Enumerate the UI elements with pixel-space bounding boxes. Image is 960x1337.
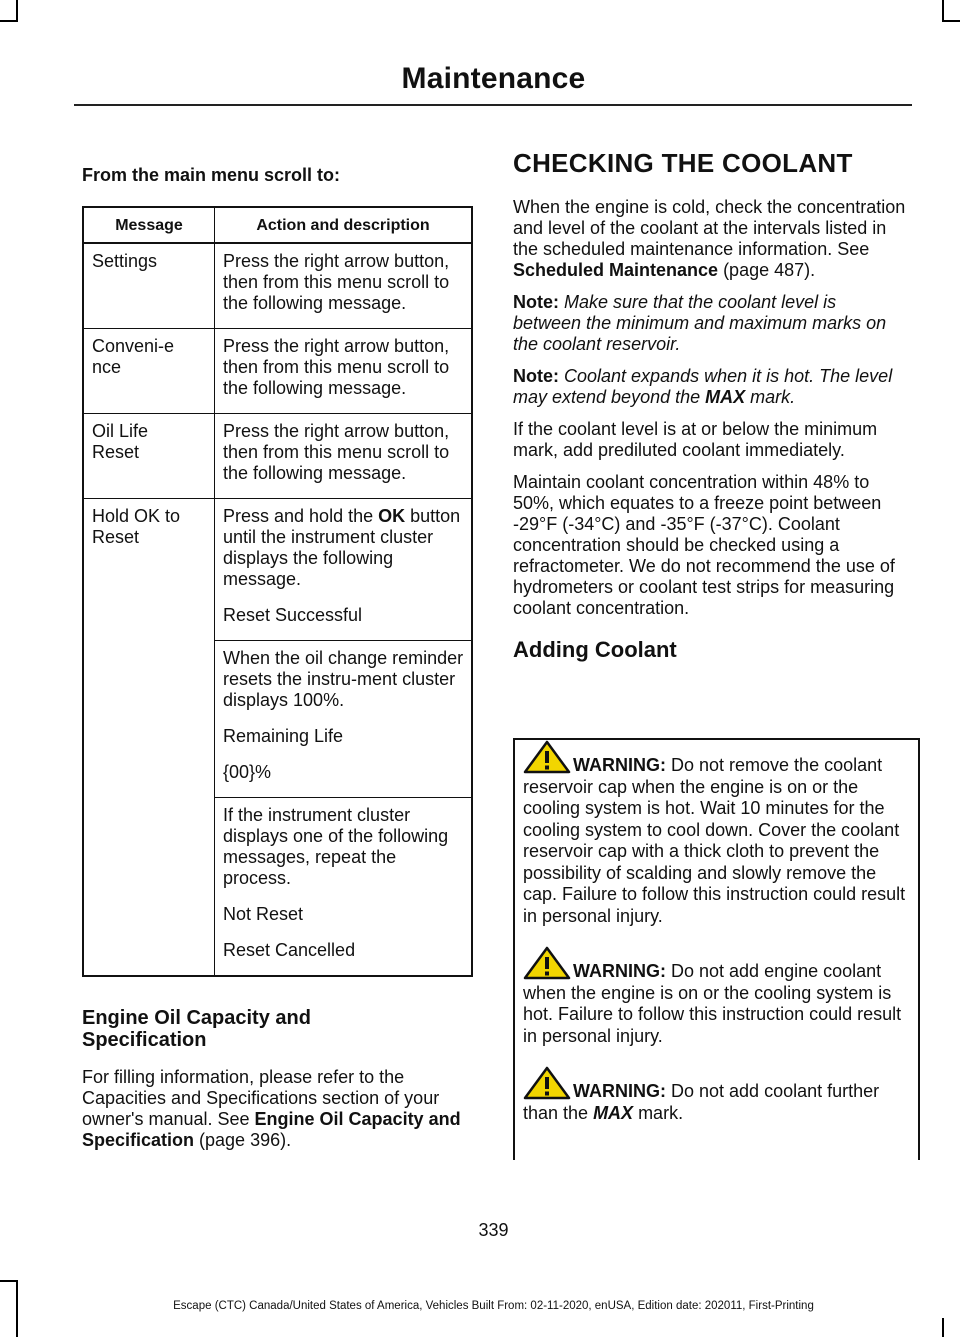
message-table bbox=[82, 206, 473, 977]
concentration-text: Maintain coolant concentration within 48% to 50%, which equates to a freeze point between -29°F (-34°C) and -35°F (-37°C). Coolant concentration should be checked using a refractometer. We do not recommend the use of hydrometers or coolant test strips for measuring coolant concentration. bbox=[513, 472, 895, 618]
column-header-action: Action and description bbox=[215, 207, 473, 243]
action-text: Press and hold the OK button until the instrument cluster displays the following message. bbox=[223, 506, 461, 589]
action-text: Press the right arrow button, then from this menu scroll to the following message. bbox=[223, 421, 450, 483]
left-column bbox=[82, 165, 474, 1151]
action-cell bbox=[215, 414, 473, 499]
message-text: Conveni-ence bbox=[92, 336, 175, 377]
header-rule bbox=[74, 104, 912, 106]
message-cell bbox=[83, 329, 215, 414]
page-number: 339 bbox=[478, 1220, 509, 1240]
message-cell bbox=[83, 499, 215, 977]
cluster-message: Remaining Life bbox=[223, 726, 344, 746]
footer-text: Escape (CTC) Canada/United States of America, Vehicles Built From: 02-11-2020, enUSA, Edition date: 202011, First-Printing bbox=[173, 1300, 814, 1312]
section-heading: CHECKING THE COOLANT bbox=[513, 148, 853, 178]
page-title: Maintenance bbox=[401, 62, 586, 95]
action-cell bbox=[215, 499, 473, 641]
crop-mark bbox=[942, 20, 960, 22]
warning-triangle-icon bbox=[523, 740, 571, 774]
coolant-intro: When the engine is cold, check the concentration and level of the coolant at the intervals listed in the scheduled maintenance information. See Scheduled Maintenance (page 487). bbox=[513, 197, 906, 280]
crop-mark bbox=[0, 1280, 18, 1282]
warning-box bbox=[513, 738, 920, 1160]
message-text: Hold OK to Reset bbox=[92, 506, 181, 547]
message-text: Oil Life Reset bbox=[92, 421, 149, 462]
warning-engine-on: WARNING: Do not add engine coolant when the engine is on or the cooling system is hot. Failure to follow this instruction could result in personal injury. bbox=[523, 946, 910, 1047]
table-row bbox=[83, 243, 472, 329]
message-cell: Settings bbox=[83, 243, 215, 329]
note-level: Note: Make sure that the coolant level is between the minimum and maximum marks on the coolant reservoir. bbox=[513, 292, 887, 354]
scheduled-maintenance-link[interactable]: Scheduled Maintenance bbox=[513, 260, 719, 280]
column-header-message: Message bbox=[83, 207, 215, 243]
cluster-message: Reset Cancelled bbox=[223, 940, 356, 960]
warning-max-mark: WARNING: Do not add coolant further than the MAX mark. bbox=[523, 1066, 910, 1124]
warning-triangle-icon bbox=[523, 1066, 571, 1100]
action-text: When the oil change reminder resets the instru-ment cluster displays 100%. bbox=[223, 648, 464, 710]
warning-cap: WARNING: Do not remove the coolant reservoir cap when the engine is on or the cooling system is hot. Wait 10 minutes for the cooling system to cool down. Cover the coolant reservoir cap with a thick cloth to prevent the possibility of scalding and slowly remove the cap. Failure to follow this instruction could result in personal injury. bbox=[523, 740, 910, 927]
crop-mark bbox=[16, 0, 18, 22]
low-level-text: If the coolant level is at or below the minimum mark, add prediluted coolant immediately. bbox=[513, 419, 878, 460]
action-text: Press the right arrow button, then from this menu scroll to the following message. bbox=[223, 251, 450, 313]
action-text: If the instrument cluster displays one of the following messages, repeat the process. bbox=[223, 805, 449, 888]
action-cell bbox=[215, 798, 473, 977]
action-cell bbox=[215, 243, 473, 329]
oil-capacity-text: For filling information, please refer to the Capacities and Specifications section of your owner's manual. See Engine Oil Capacity and Specification (page 396). bbox=[82, 1067, 461, 1150]
warning-triangle-icon bbox=[523, 946, 571, 980]
action-cell bbox=[215, 329, 473, 414]
right-column bbox=[513, 148, 909, 679]
crop-mark bbox=[942, 0, 944, 22]
action-text: Press the right arrow button, then from this menu scroll to the following message. bbox=[223, 336, 450, 398]
table-header-row bbox=[83, 207, 472, 243]
message-cell bbox=[83, 414, 215, 499]
cluster-message: {00}% bbox=[223, 762, 272, 782]
table-intro: From the main menu scroll to: bbox=[82, 165, 341, 185]
oil-capacity-link[interactable]: Engine Oil Capacity and Specification bbox=[82, 1109, 461, 1150]
cluster-message: Not Reset bbox=[223, 904, 304, 924]
action-cell bbox=[215, 641, 473, 798]
oil-capacity-heading: Engine Oil Capacity and Specification bbox=[82, 1007, 311, 1051]
table-row bbox=[83, 499, 472, 641]
adding-coolant-heading: Adding Coolant bbox=[513, 637, 677, 662]
crop-mark bbox=[0, 20, 18, 22]
table-row bbox=[83, 414, 472, 499]
crop-mark bbox=[942, 1318, 944, 1337]
cluster-message: Reset Successful bbox=[223, 605, 363, 625]
note-expansion: Note: Coolant expands when it is hot. The level may extend beyond the MAX mark. bbox=[513, 366, 893, 407]
table-row bbox=[83, 329, 472, 414]
